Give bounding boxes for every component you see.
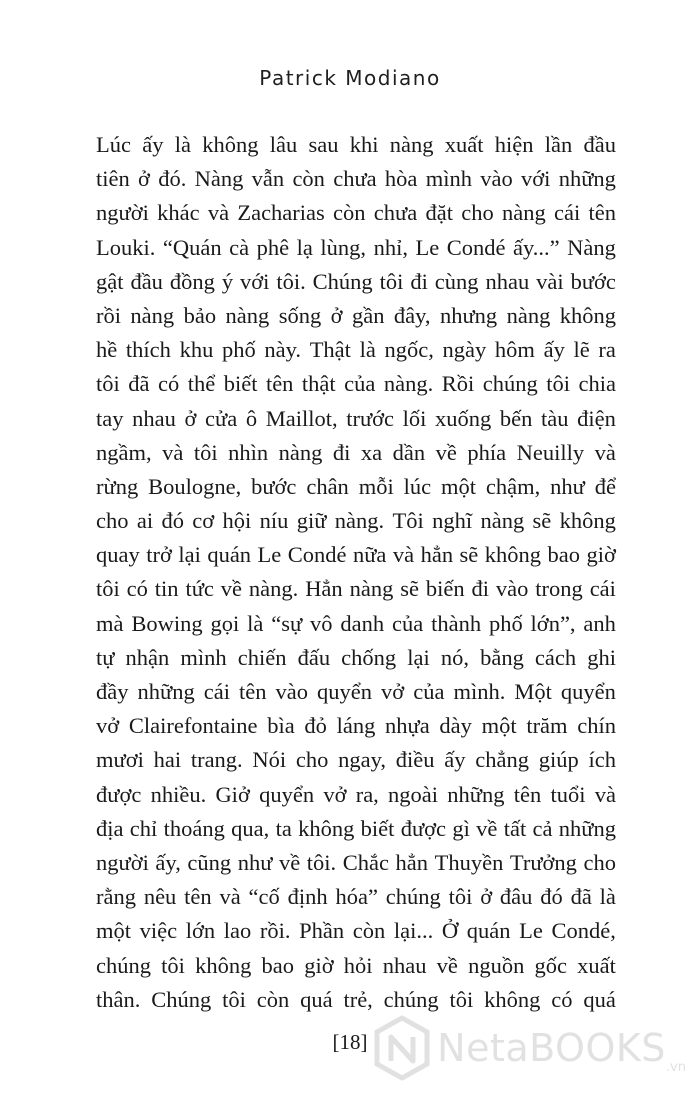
text-line: một việc lớn lao rồi. Phần còn lại... Ở quán Le Condé,: [96, 918, 616, 944]
text-line: tôi đã có thể biết tên thật của nàng. Rồi chúng tôi chia: [96, 371, 616, 397]
text-line: thân. Chúng tôi còn quá trẻ, chúng tôi không có quá: [96, 986, 616, 1012]
watermark-tld: .vn: [665, 1060, 686, 1075]
body-paragraph: [96, 128, 616, 1017]
text-line: tự nhận mình chiến đấu chống lại nó, bằng cách ghi: [96, 644, 616, 670]
text-line: chúng tôi không bao giờ hỏi nhau về nguồn gốc xuất: [96, 952, 616, 978]
watermark: [373, 1015, 686, 1081]
page-number: [18]: [332, 1030, 368, 1054]
text-line: địa chỉ thoáng qua, ta không biết được gì về tất cả những: [96, 815, 616, 841]
text-line: được nhiều. Giở quyển vở ra, ngoài những tên tuổi và: [96, 781, 616, 807]
text-line: ngầm, và tôi nhìn nàng đi xa dần về phía Neuilly và: [96, 439, 616, 465]
text-line: gật đầu đồng ý với tôi. Chúng tôi đi cùng nhau vài bước: [96, 268, 616, 294]
text-line: mươi hai trang. Nói cho ngay, điều ấy chẳng giúp ích: [96, 747, 616, 773]
netabooks-logo-icon: [373, 1015, 431, 1081]
text-line: vở Clairefontaine bìa đỏ láng nhựa dày một trăm chín: [96, 713, 616, 739]
text-line: mà Bowing gọi là “sự vô danh của thành phố lớn”, anh: [96, 610, 616, 636]
text-line: đầy những cái tên vào quyển vở của mình. Một quyển: [96, 679, 616, 704]
text-line: tiên ở đó. Nàng vẫn còn chưa hòa mình vào với những: [96, 166, 616, 192]
text-line: Lúc ấy là không lâu sau khi nàng xuất hiện lần đầu: [96, 132, 616, 157]
text-line: Louki. “Quán cà phê lạ lùng, nhỉ, Le Condé ấy...” Nàng: [96, 234, 616, 260]
text-line: người khác và Zacharias còn chưa đặt cho nàng cái tên: [96, 200, 616, 226]
running-title: Patrick Modiano: [259, 66, 441, 90]
text-line: người ấy, cũng như về tôi. Chắc hẳn Thuyền Trưởng cho: [96, 849, 616, 875]
text-line: rằng nêu tên và “cố định hóa” chúng tôi ở đâu đó đã là: [96, 884, 616, 910]
text-line: tôi có tin tức về nàng. Hẳn nàng sẽ biến đi vào trong cái: [96, 576, 616, 602]
text-line: hề thích khu phố này. Thật là ngốc, ngày hôm ấy lẽ ra: [96, 337, 616, 363]
text-line: quay trở lại quán Le Condé nữa và hẳn sẽ không bao giờ: [96, 542, 616, 568]
text-line: rừng Boulogne, bước chân mỗi lúc một chậm, như để: [96, 473, 616, 499]
text-line: tay nhau ở cửa ô Maillot, trước lối xuống bến tàu điện: [96, 405, 616, 431]
watermark-brand: NetaBOOKS: [437, 1026, 666, 1070]
text-line: rồi nàng bảo nàng sống ở gần đây, nhưng nàng không: [96, 302, 616, 328]
text-line: cho ai đó cơ hội níu giữ nàng. Tôi nghĩ nàng sẽ không: [96, 508, 616, 534]
